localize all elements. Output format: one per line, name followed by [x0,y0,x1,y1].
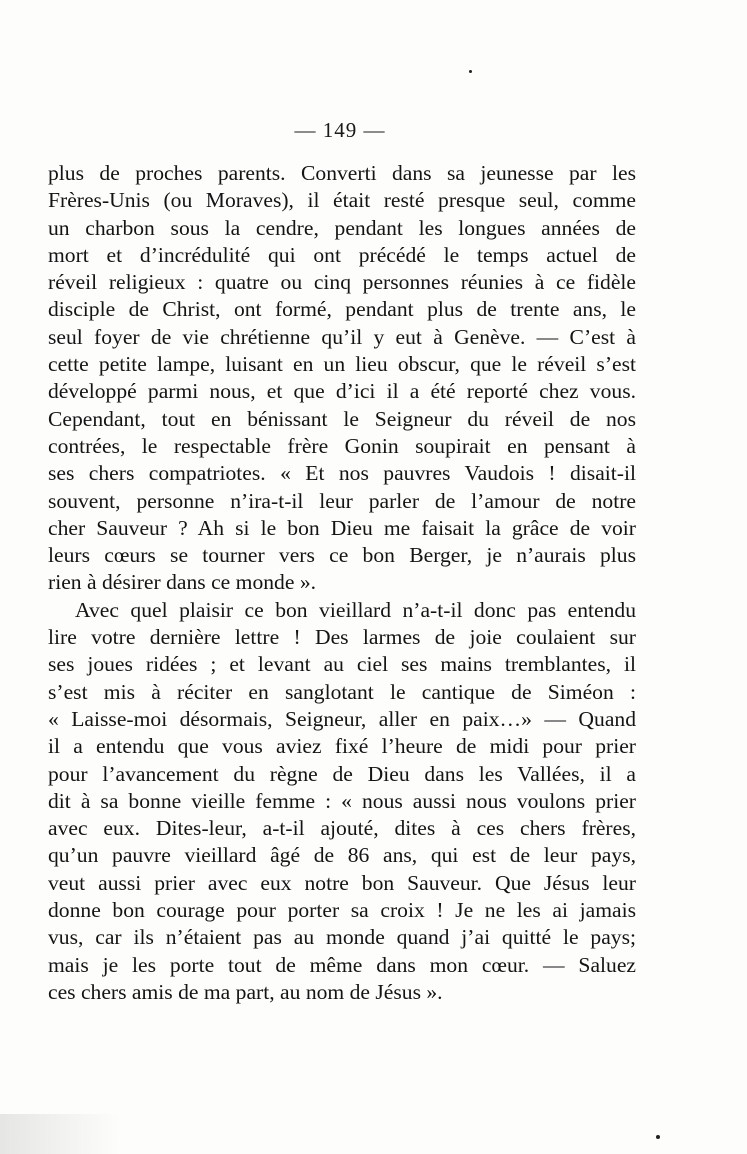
text-line: donne bon courage pour porter sa croix ! Je ne les ai jamais [48,898,636,923]
body-text [48,160,636,1006]
page-edge-shadow [0,1114,120,1154]
text-line: s’est mis à réciter en sanglotant le cantique de Siméon : [48,679,636,704]
page-number: — 149 — [294,118,386,142]
text-line: disciple de Christ, ont formé, pendant plus de trente ans, le [48,297,636,322]
text-line: un charbon sous la cendre, pendant les longues années de [48,215,636,240]
text-line: mais je les porte tout de même dans mon cœur. — Saluez [48,952,636,977]
ink-speck [469,70,472,73]
text-line: mort et d’incrédulité qui ont précédé le temps actuel de [48,242,636,267]
text-line: qu’un pauvre vieillard âgé de 86 ans, qui est de leur pays, [48,843,636,868]
text-line: rien à désirer dans ce monde ». [48,570,317,595]
text-line: ses joues ridées ; et levant au ciel ses mains tremblantes, il [48,652,636,677]
ink-speck [656,1135,660,1139]
text-line: souvent, personne n’ira-t-il leur parler de l’amour de notre [48,488,636,513]
text-line: Frères-Unis (ou Moraves), il était resté presque seul, comme [48,188,636,213]
text-line: avec eux. Dites-leur, a-t-il ajouté, dites à ces chers frères, [48,816,636,841]
text-line: Cependant, tout en bénissant le Seigneur du réveil de nos [48,406,636,431]
text-line: ces chers amis de ma part, au nom de Jésus ». [48,979,443,1004]
text-line: cette petite lampe, luisant en un lieu obscur, que le réveil s’est [48,352,636,377]
text-line: veut aussi prier avec eux notre bon Sauveur. Que Jésus leur [48,870,636,895]
text-line: réveil religieux : quatre ou cinq personnes réunies à ce fidèle [48,270,636,295]
text-line: plus de proches parents. Converti dans sa jeunesse par les [48,161,636,185]
text-line: développé parmi nous, et que d’ici il a été reporté chez vous. [48,379,636,404]
text-line: Avec quel plaisir ce bon vieillard n’a-t-il donc pas entendu [75,597,636,622]
text-line: contrées, le respectable frère Gonin soupirait en pensant à [48,433,636,458]
text-line: seul foyer de vie chrétienne qu’il y eut à Genève. — C’est à [48,324,636,349]
text-line: dit à sa bonne vieille femme : « nous aussi nous voulons prier [48,788,636,813]
text-line: il a entendu que vous aviez fixé l’heure de midi pour prier [48,734,636,759]
text-line: ses chers compatriotes. « Et nos pauvres Vaudois ! disait-il [48,461,636,486]
text-line: leurs cœurs se tourner vers ce bon Berger, je n’aurais plus [48,543,636,568]
text-line: cher Sauveur ? Ah si le bon Dieu me faisait la grâce de voir [48,515,636,540]
text-line: pour l’avancement du règne de Dieu dans les Vallées, il a [48,761,636,786]
text-line: vus, car ils n’étaient pas au monde quand j’ai quitté le pays; [48,925,636,950]
text-line: « Laisse-moi désormais, Seigneur, aller en paix…» — Quand [48,706,636,731]
text-line: lire votre dernière lettre ! Des larmes de joie coulaient sur [48,625,636,650]
